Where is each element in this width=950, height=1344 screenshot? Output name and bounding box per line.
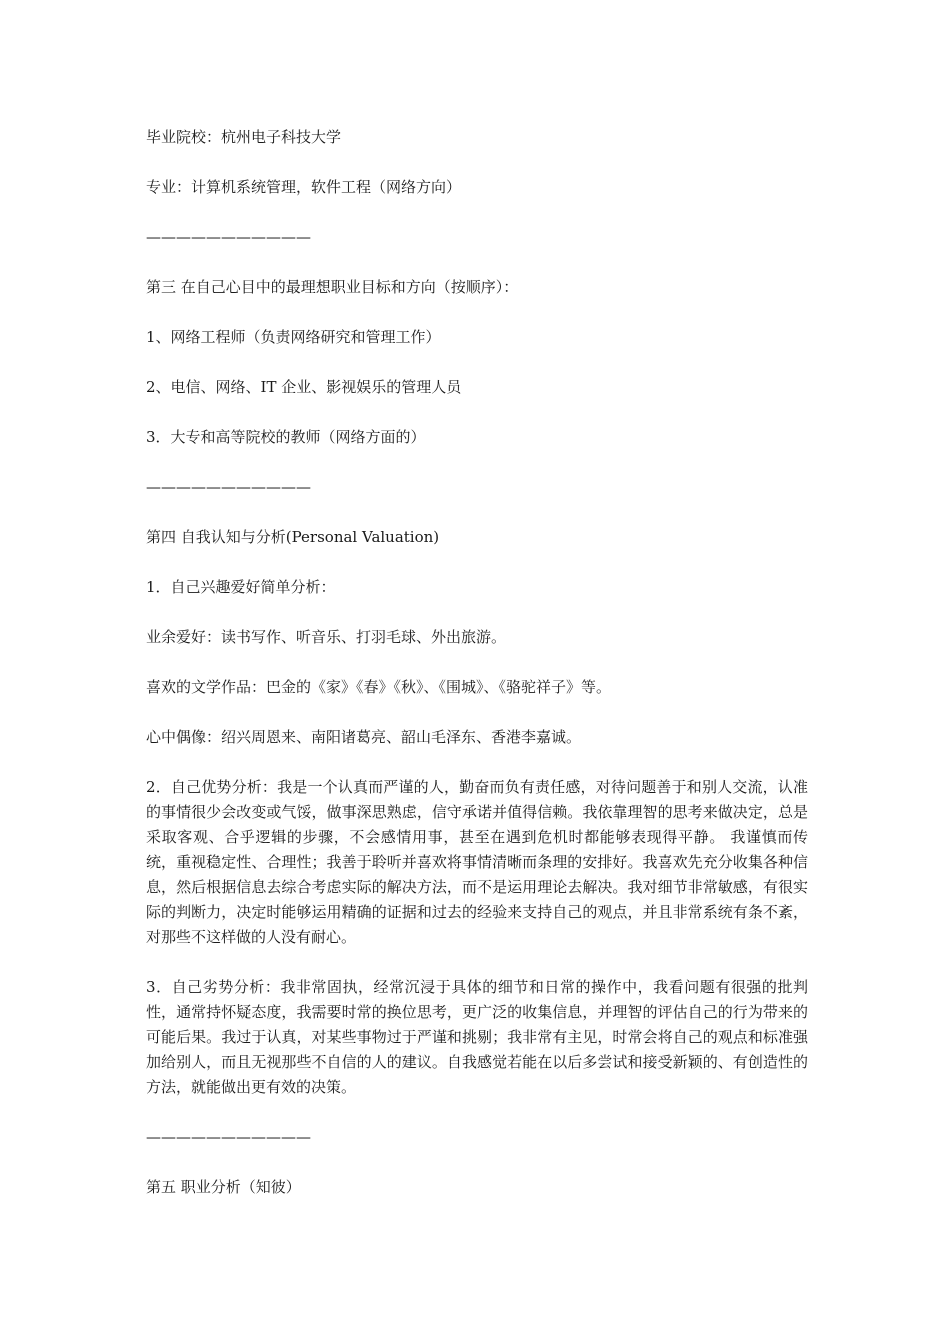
weaknesses-paragraph: 3．自己劣势分析：我非常固执，经常沉浸于具体的细节和日常的操作中，我看问题有很强的批判性，通常持怀疑态度，我需要时常的换位思考，更广泛的收集信息，并理智的评估自己的行为带来的可能后果。我过于认真，对某些事物过于严谨和挑剔；我非常有主见，时常会将自己的观点和标准强加给别人，而且无视那些不自信的人的建议。自我感觉若能在以后多尝试和接受新颖的、有创造性的方法，就能做出更有效的决策。 <box>146 978 808 1096</box>
document-page <box>146 125 808 1225</box>
idols-line: 心中偶像：绍兴周恩来、南阳诸葛亮、韶山毛泽东、香港李嘉诚。 <box>146 728 582 746</box>
divider-rule: ——————————— <box>146 228 311 246</box>
career-goal-2: 2、电信、网络、IT 企业、影视娱乐的管理人员 <box>146 378 462 396</box>
major-line: 专业：计算机系统管理，软件工程（网络方向） <box>146 178 462 196</box>
divider-rule: ——————————— <box>146 1128 311 1146</box>
divider-rule: ——————————— <box>146 478 311 496</box>
section3-heading: 第三 在自己心目中的最理想职业目标和方向（按顺序）： <box>146 278 519 296</box>
section4-heading: 第四 自我认知与分析(Personal Valuation) <box>146 528 440 546</box>
career-goal-3: 3．大专和高等院校的教师（网络方面的） <box>146 428 426 446</box>
literature-line: 喜欢的文学作品：巴金的《家》《春》《秋》、《围城》、《骆驼祥子》等。 <box>146 678 612 696</box>
hobbies-line: 业余爱好：读书写作、听音乐、打羽毛球、外出旅游。 <box>146 628 507 646</box>
section5-heading: 第五 职业分析（知彼） <box>146 1178 301 1196</box>
career-goal-1: 1、网络工程师（负责网络研究和管理工作） <box>146 328 441 346</box>
school-line: 毕业院校：杭州电子科技大学 <box>146 128 342 146</box>
strengths-paragraph: 2．自己优势分析：我是一个认真而严谨的人，勤奋而负有责任感，对待问题善于和别人交流，认准的事情很少会改变或气馁，做事深思熟虑，信守承诺并值得信赖。我依靠理智的思考来做决定，总是采取客观、合乎逻辑的步骤，不会感情用事，甚至在遇到危机时都能够表现得平静。 我谨慎而传统，重视稳定性、合理性；我善于聆听并喜欢将事情清晰而条理的安排好。我喜欢先充分收集各种信息，然后根据信息去综合考虑实际的解决方法，而不是运用理论去解决。我对细节非常敏感，有很实际的判断力，决定时能够运用精确的证据和过去的经验来支持自己的观点，并且非常系统有条不紊，对那些不这样做的人没有耐心。 <box>146 778 808 946</box>
interest-heading: 1．自己兴趣爱好简单分析： <box>146 578 336 596</box>
